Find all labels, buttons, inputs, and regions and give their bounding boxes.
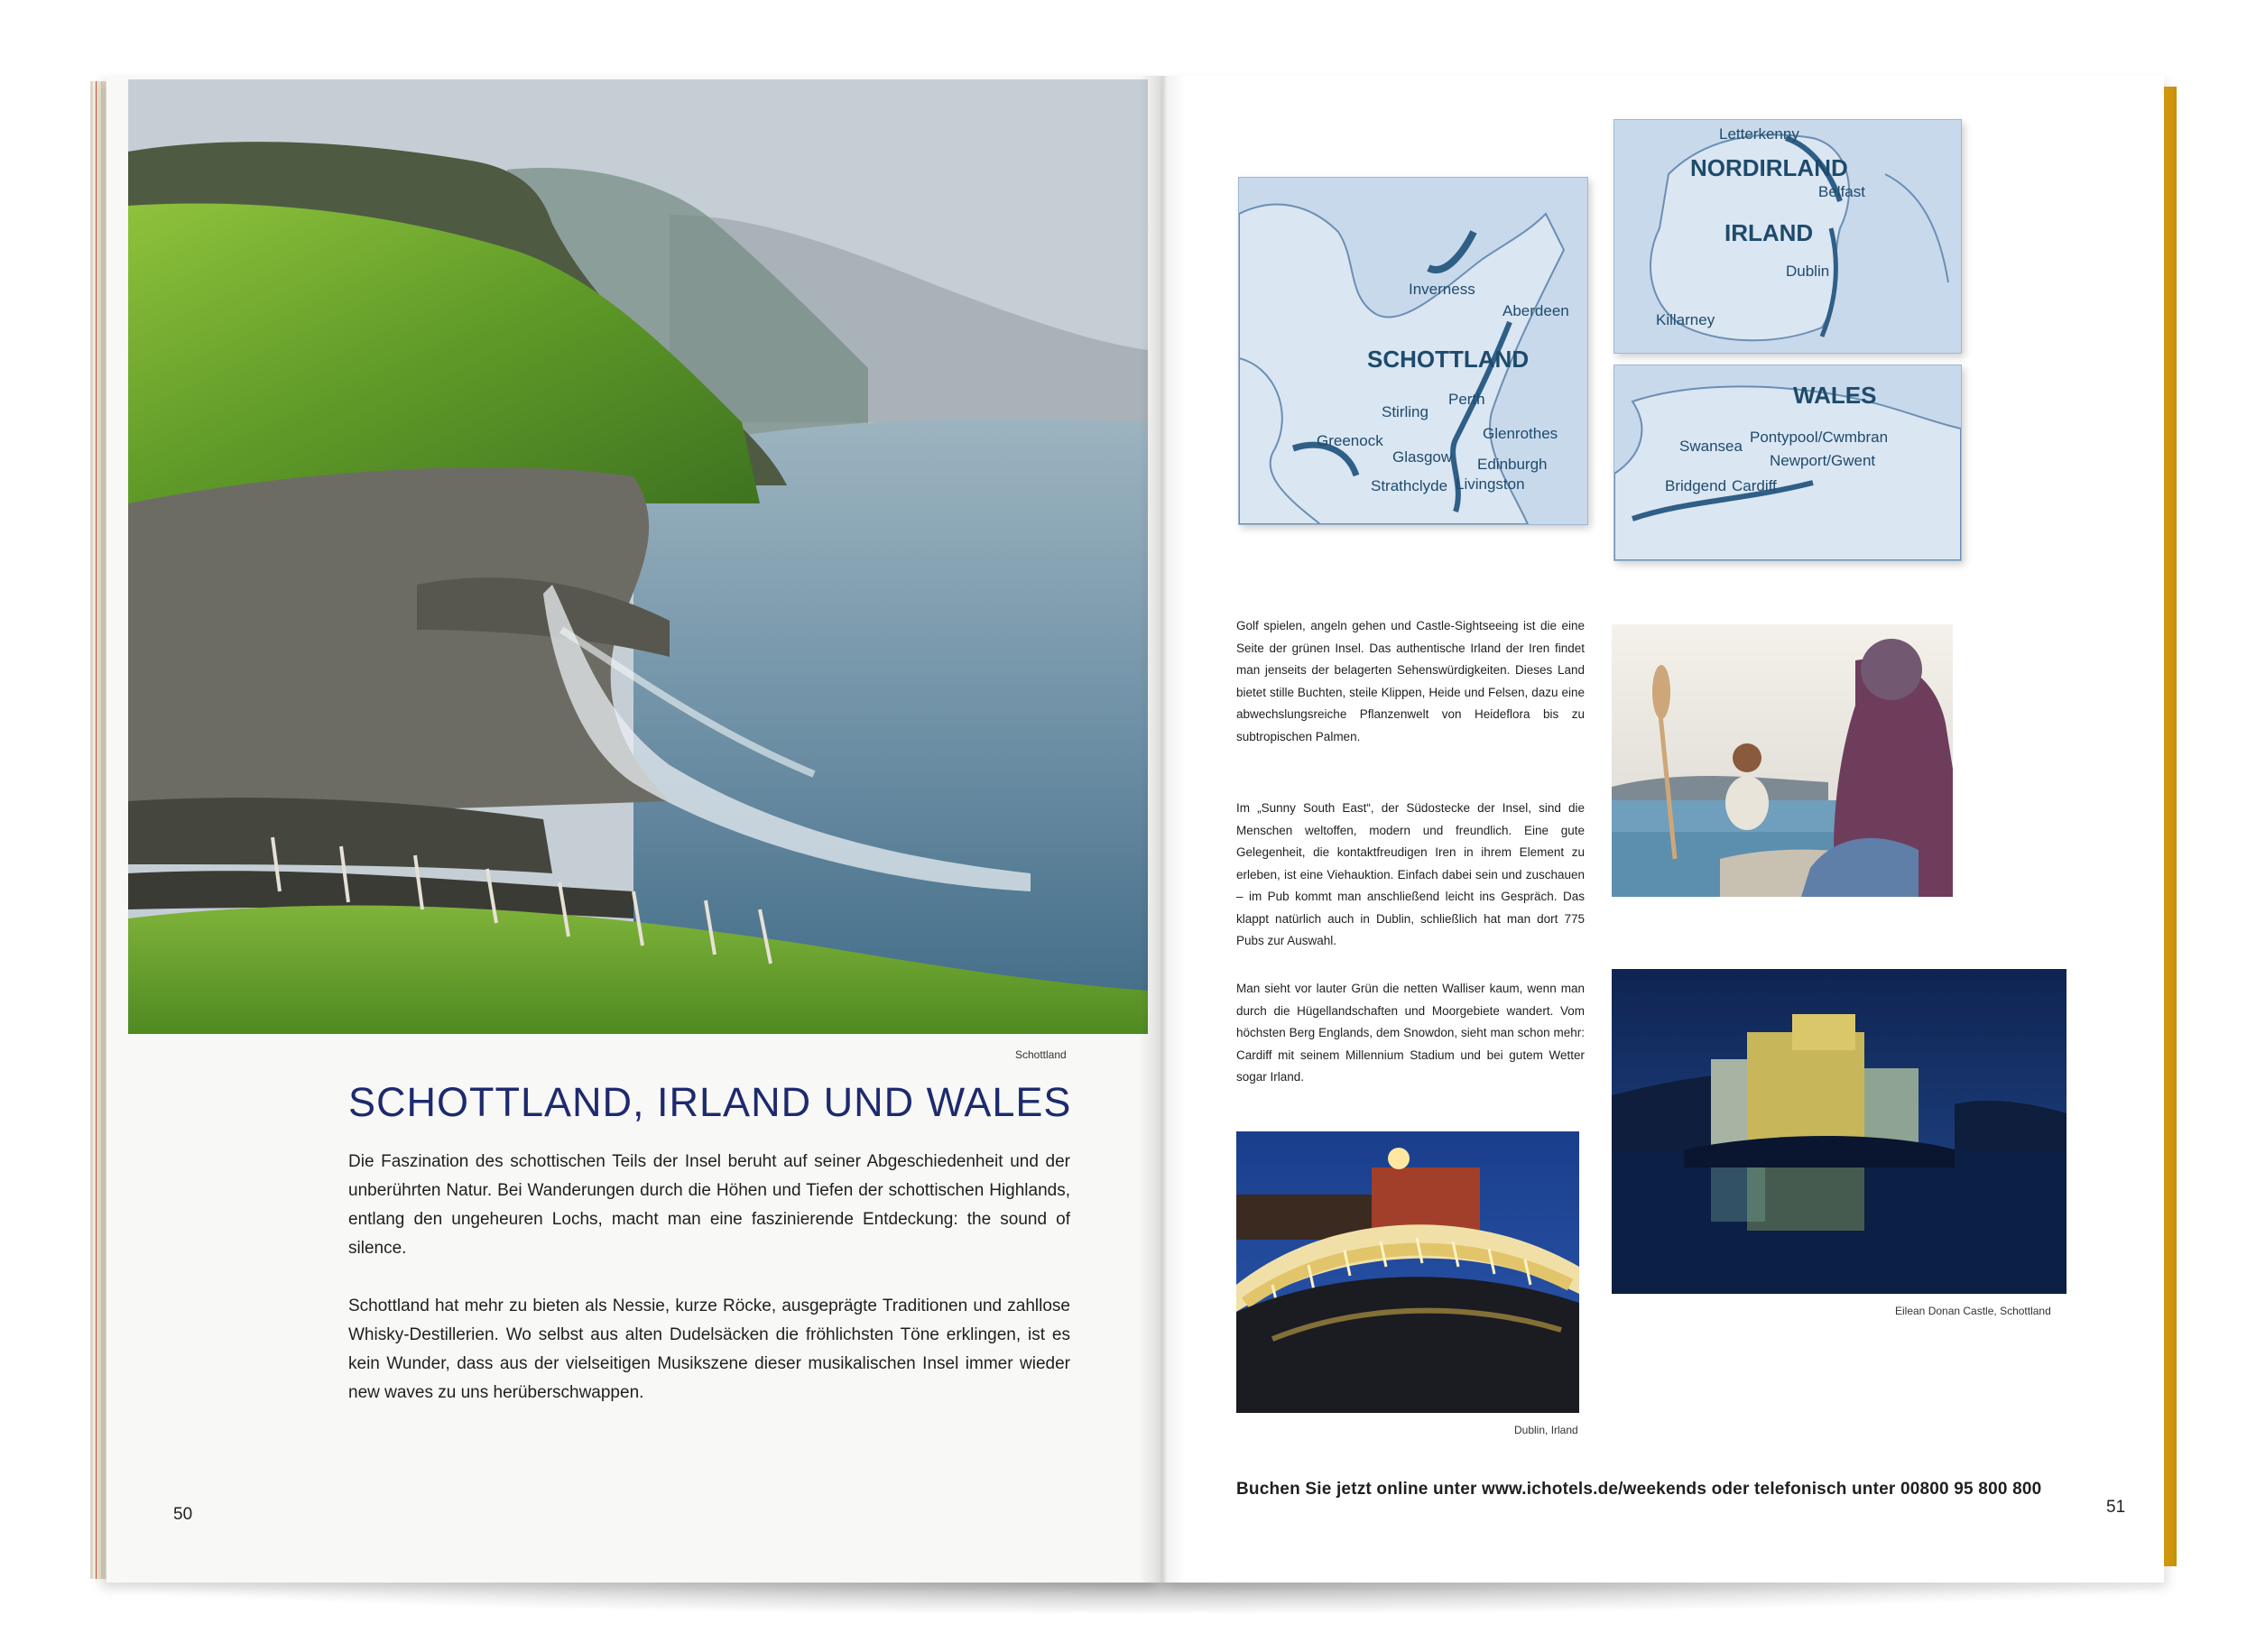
canoe-photo bbox=[1612, 624, 1953, 897]
left-paragraph-1: Die Faszination des schottischen Teils der Insel beruht auf seiner Abgeschiedenheit und der unberührten Natur. Bei Wanderungen durch die Höhen und Tiefen der schottischen Highlands, entlang den ungeheuren Lochs, macht man eine faszinierende Entdeckung: the sound of silence. bbox=[348, 1152, 1070, 1258]
city-newport-gwent: Newport/Gwent bbox=[1770, 452, 1876, 469]
city-edinburgh: Edinburgh bbox=[1477, 456, 1548, 473]
page-number-left: 50 bbox=[173, 1505, 193, 1524]
map-scotland bbox=[1238, 177, 1588, 525]
book-gutter bbox=[1139, 76, 1186, 1583]
booking-line: Buchen Sie jetzt online unter www.ichotels.de/weekends oder telefonisch unter 00800 95 800 800 bbox=[1236, 1480, 2042, 1499]
city-stirling: Stirling bbox=[1382, 403, 1428, 420]
city-inverness: Inverness bbox=[1409, 281, 1475, 298]
city-cardiff: Cardiff bbox=[1732, 477, 1777, 494]
map-title-scotland: SCHOTTLAND bbox=[1367, 346, 1530, 373]
dublin-bridge-photo bbox=[1236, 1131, 1579, 1413]
city-dublin: Dublin bbox=[1786, 263, 1830, 280]
city-glasgow: Glasgow bbox=[1392, 448, 1453, 466]
photo-caption-dublin: Dublin, Irland bbox=[1514, 1424, 1578, 1436]
map-ireland bbox=[1613, 119, 1962, 354]
right-paragraph-3: Man sieht vor lauter Grün die netten Walliser kaum, wenn man durch die Hügellandschaften und Moorgebiete wandert. Vom höchsten Berg Englands, dem Snowdon, sieht man schon mehr: Cardiff mit seinem Millennium Stadium und bei gutem Wetter sogar Irland. bbox=[1236, 982, 1585, 1084]
map-title-wales: WALES bbox=[1793, 382, 1877, 409]
city-livingston: Livingston bbox=[1456, 475, 1525, 493]
map-wales bbox=[1613, 365, 1962, 561]
city-swansea: Swansea bbox=[1679, 438, 1743, 455]
right-paragraph-1: Golf spielen, angeln gehen und Castle-Sightseeing ist die eine Seite der grünen Insel. Das authentische Irland der Iren findet man jenseits der belagerten Sehenswürdigkeiten. Dieses Land bietet stille Buchten, steile Klippen, Heide und Felsen, dazu eine abwechslungsreiche Pflanzenwelt von Heideflora bis zu subtropischen Palmen. bbox=[1236, 619, 1585, 743]
city-belfast: Belfast bbox=[1818, 183, 1865, 200]
city-bridgend: Bridgend bbox=[1665, 477, 1727, 494]
city-killarney: Killarney bbox=[1656, 311, 1715, 328]
city-aberdeen: Aberdeen bbox=[1502, 302, 1569, 319]
eilean-donan-castle-photo bbox=[1612, 969, 2066, 1294]
scotland-coast-photo bbox=[128, 79, 1148, 1034]
city-letterkenny: Letterkenny bbox=[1719, 125, 1799, 143]
map-title-northern-ireland: NORDIRLAND bbox=[1690, 154, 1848, 181]
left-paragraph-2: Schottland hat mehr zu bieten als Nessie, kurze Röcke, ausgeprägte Traditionen und zahllose Whisky-Destillerien. Wo selbst aus alten Dudelsäcken die fröhlichsten Töne erklingen, ist es kein Wunder, dass aus der vielseitigen Musikszene dieser musikalischen Insel immer wieder new waves zu uns herüberschwappen. bbox=[348, 1297, 1070, 1402]
city-greenock: Greenock bbox=[1317, 432, 1383, 449]
photo-caption-schottland: Schottland bbox=[1015, 1048, 1067, 1061]
city-perth: Perth bbox=[1448, 391, 1485, 408]
photo-caption-castle: Eilean Donan Castle, Schottland bbox=[1895, 1305, 2051, 1317]
map-title-ireland: IRLAND bbox=[1724, 219, 1814, 246]
city-pontypool-cwmbran: Pontypool/Cwmbran bbox=[1750, 429, 1889, 446]
page-number-right: 51 bbox=[2106, 1498, 2126, 1517]
page-title: SCHOTTLAND, IRLAND UND WALES bbox=[348, 1079, 1072, 1125]
right-paragraph-2: Im „Sunny South East“, der Südostecke der Insel, sind die Menschen weltoffen, modern und freundlich. Eine gute Gelegenheit, die kontaktfreudigen Iren in ihrem Element zu erleben, ist eine Viehauktion. Einfach dabei sein und zuschauen – im Pub kommt man anschließend leicht ins Gespräch. Das klappt natürlich auch in Dublin, schließlich hat man dort 775 Pubs zur Auswahl. bbox=[1236, 801, 1585, 947]
city-glenrothes: Glenrothes bbox=[1483, 425, 1558, 442]
city-strathclyde: Strathclyde bbox=[1371, 477, 1448, 494]
